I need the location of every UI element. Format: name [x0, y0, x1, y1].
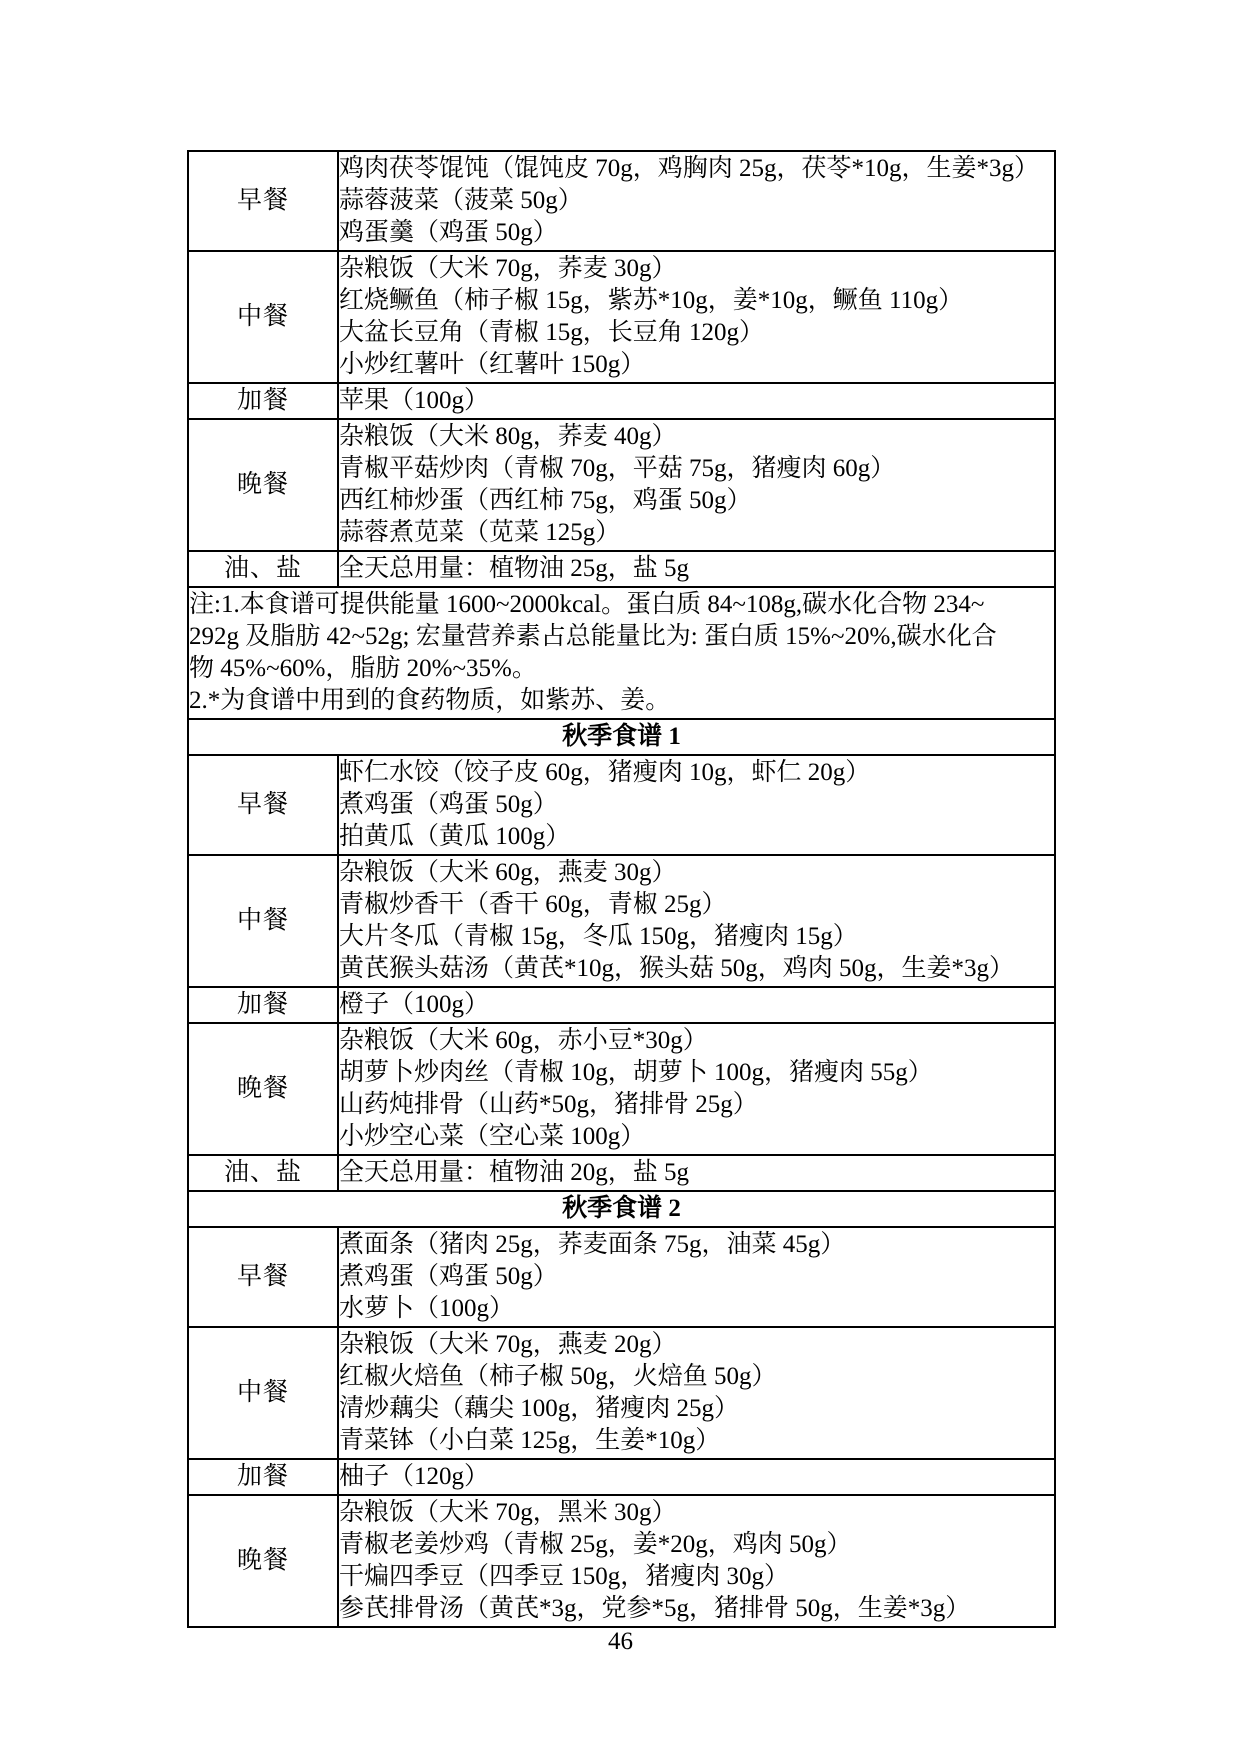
note-text [188, 587, 1055, 719]
section-header-row [188, 1191, 1055, 1227]
meal-items-cell [338, 251, 1055, 383]
dish-item: 青椒老姜炒鸡（青椒 25g，姜*20g，鸡肉 50g） [339, 1531, 852, 1558]
meal-items-cell [338, 551, 1055, 587]
page-number: 46 [608, 1628, 633, 1655]
meal-items-cell [338, 151, 1055, 251]
dish-item: 红椒火焙鱼（柿子椒 50g，火焙鱼 50g） [339, 1363, 777, 1390]
section-title: 秋季食谱 1 [188, 719, 1055, 755]
meal-row [188, 1327, 1055, 1459]
note-line: 2.*为食谱中用到的食药物质，如紫苏、姜。 [189, 687, 671, 714]
meal-row [188, 755, 1055, 855]
dish-item: 青菜钵（小白菜 125g，生姜*10g） [339, 1427, 721, 1454]
dish-item: 杂粮饭（大米 70g，荞麦 30g） [339, 255, 677, 282]
meal-label: 中餐 [188, 251, 338, 383]
meal-items-cell [338, 1227, 1055, 1327]
dish-item: 蒜蓉煮苋菜（苋菜 125g） [339, 519, 621, 546]
dish-item: 小炒空心菜（空心菜 100g） [339, 1123, 646, 1150]
dish-item: 鸡蛋羹（鸡蛋 50g） [339, 219, 558, 246]
meal-items-cell [338, 1495, 1055, 1627]
dish-item: 参芪排骨汤（黄芪*3g，党参*5g，猪排骨 50g，生姜*3g） [339, 1595, 971, 1622]
dish-item: 杂粮饭（大米 70g，黑米 30g） [339, 1499, 677, 1526]
dish-item: 煮鸡蛋（鸡蛋 50g） [339, 791, 558, 818]
meal-label: 早餐 [188, 755, 338, 855]
dish-item: 干煸四季豆（四季豆 150g，猪瘦肉 30g） [339, 1563, 790, 1590]
meal-row [188, 151, 1055, 251]
dish-item: 小炒红薯叶（红薯叶 150g） [339, 351, 646, 378]
dish-item: 黄芪猴头菇汤（黄芪*10g，猴头菇 50g，鸡肉 50g，生姜*3g） [339, 955, 1015, 982]
meal-items-cell [338, 1327, 1055, 1459]
meal-label: 油、盐 [188, 551, 338, 587]
dish-item: 全天总用量：植物油 20g，盐 5g [339, 1159, 690, 1186]
meal-label: 加餐 [188, 383, 338, 419]
meal-label: 油、盐 [188, 1155, 338, 1191]
meal-label: 中餐 [188, 1327, 338, 1459]
note-line: 物 45%~60%，脂肪 20%~35%。 [189, 655, 537, 682]
dish-item: 胡萝卜炒肉丝（青椒 10g，胡萝卜 100g，猪瘦肉 55g） [339, 1059, 933, 1086]
meal-row [188, 1155, 1055, 1191]
dish-item: 杂粮饭（大米 60g，燕麦 30g） [339, 859, 677, 886]
dish-item: 柚子（120g） [339, 1463, 490, 1490]
meal-plan-table-body [188, 151, 1055, 1627]
dish-item: 西红柿炒蛋（西红柿 75g，鸡蛋 50g） [339, 487, 752, 514]
dish-item: 大盆长豆角（青椒 15g，长豆角 120g） [339, 319, 765, 346]
dish-item: 煮面条（猪肉 25g，荞麦面条 75g，油菜 45g） [339, 1231, 846, 1258]
meal-items-cell [338, 855, 1055, 987]
meal-row [188, 1227, 1055, 1327]
note-row [188, 587, 1055, 719]
dish-item: 橙子（100g） [339, 991, 490, 1018]
dish-item: 苹果（100g） [339, 387, 490, 414]
meal-row [188, 855, 1055, 987]
meal-row [188, 419, 1055, 551]
dish-item: 青椒炒香干（香干 60g，青椒 25g） [339, 891, 727, 918]
meal-label: 晚餐 [188, 419, 338, 551]
meal-items-cell [338, 1023, 1055, 1155]
meal-items-cell [338, 419, 1055, 551]
meal-label: 加餐 [188, 987, 338, 1023]
meal-label: 早餐 [188, 151, 338, 251]
dish-item: 杂粮饭（大米 80g，荞麦 40g） [339, 423, 677, 450]
dish-item: 煮鸡蛋（鸡蛋 50g） [339, 1263, 558, 1290]
dish-item: 全天总用量：植物油 25g，盐 5g [339, 555, 690, 582]
dish-item: 青椒平菇炒肉（青椒 70g，平菇 75g，猪瘦肉 60g） [339, 455, 896, 482]
section-title: 秋季食谱 2 [188, 1191, 1055, 1227]
meal-row [188, 987, 1055, 1023]
meal-label: 晚餐 [188, 1495, 338, 1627]
dish-item: 鸡肉茯苓馄饨（馄饨皮 70g，鸡胸肉 25g，茯苓*10g，生姜*3g） [339, 155, 1040, 182]
note-line: 292g 及脂肪 42~52g; 宏量营养素占总能量比为: 蛋白质 15%~20%,碳水化合 [189, 623, 997, 650]
meal-items-cell [338, 383, 1055, 419]
meal-row [188, 1495, 1055, 1627]
meal-label: 加餐 [188, 1459, 338, 1495]
section-header-row [188, 719, 1055, 755]
dish-item: 山药炖排骨（山药*50g，猪排骨 25g） [339, 1091, 758, 1118]
dish-item: 水萝卜（100g） [339, 1295, 515, 1322]
meal-items-cell [338, 1155, 1055, 1191]
meal-label: 中餐 [188, 855, 338, 987]
meal-row [188, 551, 1055, 587]
meal-row [188, 1023, 1055, 1155]
dish-item: 杂粮饭（大米 60g，赤小豆*30g） [339, 1027, 708, 1054]
dish-item: 清炒藕尖（藕尖 100g，猪瘦肉 25g） [339, 1395, 740, 1422]
meal-items-cell [338, 987, 1055, 1023]
dish-item: 红烧鳜鱼（柿子椒 15g，紫苏*10g，姜*10g，鳜鱼 110g） [339, 287, 964, 314]
meal-plan-table [187, 150, 1056, 1628]
dish-item: 虾仁水饺（饺子皮 60g，猪瘦肉 10g，虾仁 20g） [339, 759, 871, 786]
note-line: 注:1.本食谱可提供能量 1600~2000kcal。蛋白质 84~108g,碳水化合物 234~ [189, 591, 985, 618]
dish-item: 杂粮饭（大米 70g，燕麦 20g） [339, 1331, 677, 1358]
meal-items-cell [338, 1459, 1055, 1495]
meal-label: 晚餐 [188, 1023, 338, 1155]
dish-item: 蒜蓉菠菜（菠菜 50g） [339, 187, 583, 214]
meal-row [188, 383, 1055, 419]
dish-item: 大片冬瓜（青椒 15g，冬瓜 150g，猪瘦肉 15g） [339, 923, 858, 950]
meal-row [188, 251, 1055, 383]
meal-label: 早餐 [188, 1227, 338, 1327]
dish-item: 拍黄瓜（黄瓜 100g） [339, 823, 571, 850]
meal-items-cell [338, 755, 1055, 855]
meal-row [188, 1459, 1055, 1495]
